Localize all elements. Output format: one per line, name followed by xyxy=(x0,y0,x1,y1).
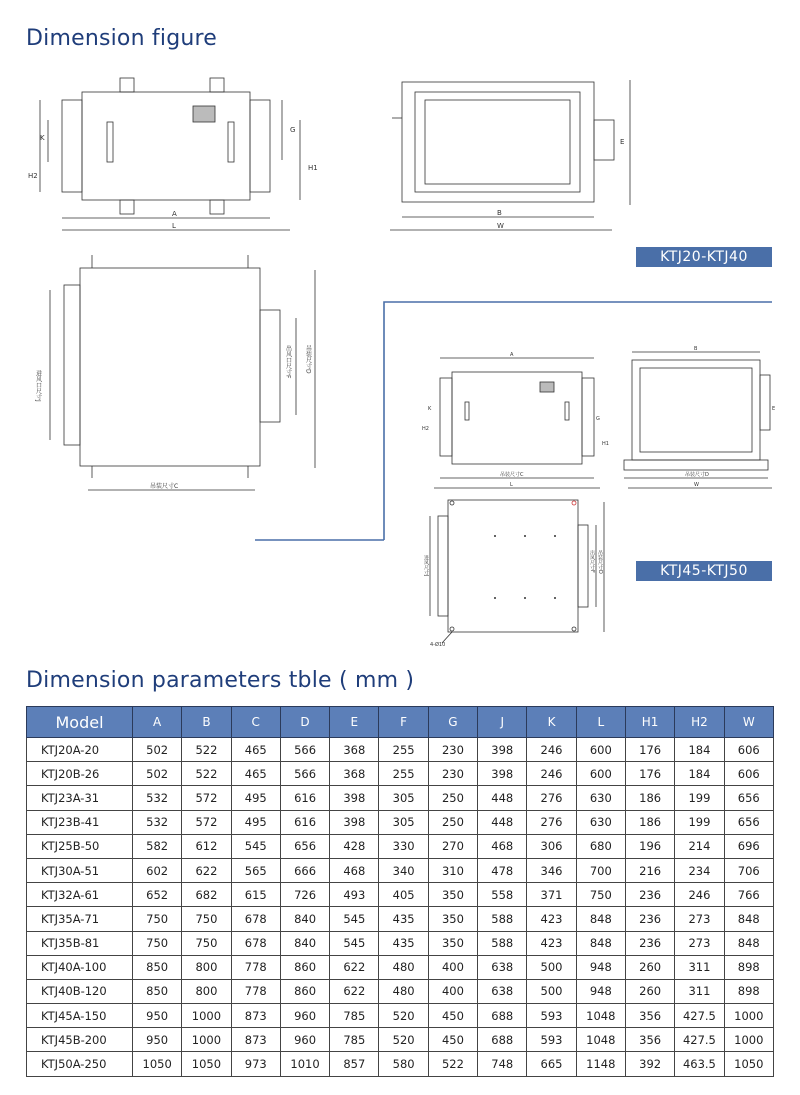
value-cell: 778 xyxy=(231,955,280,979)
side-view-mid xyxy=(624,352,772,488)
value-cell: 427.5 xyxy=(675,1028,724,1052)
value-cell: 423 xyxy=(527,931,576,955)
value-cell: 750 xyxy=(182,907,231,931)
value-cell: 522 xyxy=(182,762,231,786)
dim-g-top: G xyxy=(290,126,296,134)
value-cell: 688 xyxy=(478,1028,527,1052)
dim-h1-top: H1 xyxy=(308,164,318,172)
dim-a-top: A xyxy=(172,210,177,218)
value-cell: 800 xyxy=(182,955,231,979)
value-cell: 176 xyxy=(625,762,674,786)
value-cell: 665 xyxy=(527,1052,576,1076)
dim-f-mid: 出风尺寸F xyxy=(589,550,595,573)
value-cell: 566 xyxy=(280,738,329,762)
dim-k-top: K xyxy=(40,134,45,142)
value-cell: 276 xyxy=(527,786,576,810)
value-cell: 465 xyxy=(231,738,280,762)
value-cell: 522 xyxy=(428,1052,477,1076)
value-cell: 260 xyxy=(625,979,674,1003)
value-cell: 276 xyxy=(527,810,576,834)
value-cell: 246 xyxy=(527,738,576,762)
value-cell: 840 xyxy=(280,907,329,931)
value-cell: 186 xyxy=(625,786,674,810)
column-header-a: A xyxy=(133,707,182,738)
value-cell: 273 xyxy=(675,907,724,931)
value-cell: 700 xyxy=(576,858,625,882)
table-row xyxy=(27,955,774,979)
value-cell: 350 xyxy=(428,883,477,907)
value-cell: 766 xyxy=(724,883,773,907)
value-cell: 630 xyxy=(576,810,625,834)
value-cell: 340 xyxy=(379,858,428,882)
column-header-w: W xyxy=(724,707,773,738)
value-cell: 602 xyxy=(133,858,182,882)
value-cell: 196 xyxy=(625,834,674,858)
value-cell: 800 xyxy=(182,979,231,1003)
value-cell: 606 xyxy=(724,738,773,762)
model-cell: KTJ45B-200 xyxy=(27,1028,133,1052)
model-cell: KTJ40A-100 xyxy=(27,955,133,979)
value-cell: 848 xyxy=(576,931,625,955)
value-cell: 468 xyxy=(478,834,527,858)
value-cell: 520 xyxy=(379,1028,428,1052)
value-cell: 310 xyxy=(428,858,477,882)
value-cell: 1050 xyxy=(724,1052,773,1076)
column-header-h1: H1 xyxy=(625,707,674,738)
value-cell: 748 xyxy=(478,1052,527,1076)
dim-w-mid: W xyxy=(694,482,699,488)
value-cell: 405 xyxy=(379,883,428,907)
value-cell: 230 xyxy=(428,738,477,762)
value-cell: 532 xyxy=(133,810,182,834)
value-cell: 398 xyxy=(478,762,527,786)
model-cell: KTJ35B-81 xyxy=(27,931,133,955)
value-cell: 435 xyxy=(379,907,428,931)
table-row xyxy=(27,907,774,931)
value-cell: 427.5 xyxy=(675,1004,724,1028)
dim-c-mid: 吊装尺寸C xyxy=(500,472,524,478)
hole-callout: 4-Ø10 xyxy=(430,642,446,648)
model-cell: KTJ20A-20 xyxy=(27,738,133,762)
value-cell: 495 xyxy=(231,810,280,834)
table-row xyxy=(27,834,774,858)
value-cell: 588 xyxy=(478,931,527,955)
series-tag-ktj20-40: KTJ20-KTJ40 xyxy=(636,247,772,267)
model-cell: KTJ32A-61 xyxy=(27,883,133,907)
column-header-d: D xyxy=(280,707,329,738)
value-cell: 960 xyxy=(280,1004,329,1028)
value-cell: 199 xyxy=(675,810,724,834)
value-cell: 199 xyxy=(675,786,724,810)
value-cell: 398 xyxy=(330,786,379,810)
value-cell: 368 xyxy=(330,762,379,786)
value-cell: 848 xyxy=(724,931,773,955)
value-cell: 666 xyxy=(280,858,329,882)
value-cell: 848 xyxy=(576,907,625,931)
value-cell: 1000 xyxy=(182,1028,231,1052)
model-cell: KTJ23A-31 xyxy=(27,786,133,810)
value-cell: 311 xyxy=(675,979,724,1003)
value-cell: 750 xyxy=(133,907,182,931)
column-header-model: Model xyxy=(27,707,133,738)
model-cell: KTJ30A-51 xyxy=(27,858,133,882)
table-row xyxy=(27,810,774,834)
dim-w-top: W xyxy=(497,222,504,230)
value-cell: 857 xyxy=(330,1052,379,1076)
value-cell: 468 xyxy=(330,858,379,882)
dim-d-mid: 吊装尺寸D xyxy=(685,472,709,478)
value-cell: 522 xyxy=(182,738,231,762)
value-cell: 371 xyxy=(527,883,576,907)
table-row xyxy=(27,979,774,1003)
value-cell: 580 xyxy=(379,1052,428,1076)
value-cell: 616 xyxy=(280,786,329,810)
value-cell: 502 xyxy=(133,738,182,762)
value-cell: 1148 xyxy=(576,1052,625,1076)
column-header-e: E xyxy=(330,707,379,738)
value-cell: 656 xyxy=(724,810,773,834)
dim-e-mid: E xyxy=(772,406,776,412)
value-cell: 184 xyxy=(675,762,724,786)
table-row xyxy=(27,762,774,786)
value-cell: 572 xyxy=(182,786,231,810)
table-row xyxy=(27,931,774,955)
value-cell: 778 xyxy=(231,979,280,1003)
value-cell: 246 xyxy=(675,883,724,907)
column-header-b: B xyxy=(182,707,231,738)
value-cell: 680 xyxy=(576,834,625,858)
top-view-large xyxy=(50,255,315,490)
value-cell: 706 xyxy=(724,858,773,882)
value-cell: 330 xyxy=(379,834,428,858)
model-cell: KTJ45A-150 xyxy=(27,1004,133,1028)
value-cell: 622 xyxy=(182,858,231,882)
value-cell: 948 xyxy=(576,979,625,1003)
dim-h1-mid: H1 xyxy=(602,441,609,447)
value-cell: 305 xyxy=(379,810,428,834)
value-cell: 346 xyxy=(527,858,576,882)
value-cell: 588 xyxy=(478,907,527,931)
value-cell: 898 xyxy=(724,979,773,1003)
model-cell: KTJ50A-250 xyxy=(27,1052,133,1076)
value-cell: 612 xyxy=(182,834,231,858)
value-cell: 186 xyxy=(625,810,674,834)
value-cell: 450 xyxy=(428,1028,477,1052)
value-cell: 950 xyxy=(133,1028,182,1052)
column-header-c: C xyxy=(231,707,280,738)
table-row xyxy=(27,858,774,882)
value-cell: 638 xyxy=(478,955,527,979)
value-cell: 638 xyxy=(478,979,527,1003)
column-header-g: G xyxy=(428,707,477,738)
value-cell: 234 xyxy=(675,858,724,882)
value-cell: 305 xyxy=(379,786,428,810)
value-cell: 1050 xyxy=(133,1052,182,1076)
value-cell: 392 xyxy=(625,1052,674,1076)
value-cell: 356 xyxy=(625,1028,674,1052)
value-cell: 184 xyxy=(675,738,724,762)
value-cell: 216 xyxy=(625,858,674,882)
value-cell: 350 xyxy=(428,907,477,931)
value-cell: 678 xyxy=(231,907,280,931)
value-cell: 250 xyxy=(428,810,477,834)
value-cell: 726 xyxy=(280,883,329,907)
value-cell: 696 xyxy=(724,834,773,858)
model-cell: KTJ40B-120 xyxy=(27,979,133,1003)
value-cell: 260 xyxy=(625,955,674,979)
value-cell: 785 xyxy=(330,1004,379,1028)
value-cell: 566 xyxy=(280,762,329,786)
column-header-k: K xyxy=(527,707,576,738)
value-cell: 423 xyxy=(527,907,576,931)
value-cell: 606 xyxy=(724,762,773,786)
dimension-table xyxy=(26,706,774,1077)
value-cell: 448 xyxy=(478,810,527,834)
table-row xyxy=(27,1028,774,1052)
model-cell: KTJ20B-26 xyxy=(27,762,133,786)
dim-c-label: 吊装尺寸C xyxy=(150,483,179,490)
table-body xyxy=(27,738,774,1077)
dim-b-top: B xyxy=(497,209,502,217)
value-cell: 1010 xyxy=(280,1052,329,1076)
value-cell: 250 xyxy=(428,786,477,810)
value-cell: 435 xyxy=(379,931,428,955)
dim-a-mid: A xyxy=(510,352,514,358)
value-cell: 860 xyxy=(280,979,329,1003)
value-cell: 236 xyxy=(625,907,674,931)
dim-k-mid: K xyxy=(428,406,432,412)
column-header-f: F xyxy=(379,707,428,738)
table-row xyxy=(27,1004,774,1028)
column-header-h2: H2 xyxy=(675,707,724,738)
value-cell: 950 xyxy=(133,1004,182,1028)
value-cell: 615 xyxy=(231,883,280,907)
value-cell: 850 xyxy=(133,955,182,979)
value-cell: 678 xyxy=(231,931,280,955)
dim-l-top: L xyxy=(172,222,176,230)
value-cell: 270 xyxy=(428,834,477,858)
value-cell: 960 xyxy=(280,1028,329,1052)
front-view-small xyxy=(40,78,300,230)
dim-g-mid: G xyxy=(596,416,600,422)
value-cell: 230 xyxy=(428,762,477,786)
value-cell: 463.5 xyxy=(675,1052,724,1076)
model-cell: KTJ25B-50 xyxy=(27,834,133,858)
table-row xyxy=(27,883,774,907)
value-cell: 400 xyxy=(428,955,477,979)
dim-j-label: 进风口尺寸J xyxy=(34,370,42,402)
dim-j-mid: 进风尺寸J xyxy=(423,555,429,577)
value-cell: 306 xyxy=(527,834,576,858)
value-cell: 545 xyxy=(231,834,280,858)
value-cell: 682 xyxy=(182,883,231,907)
value-cell: 948 xyxy=(576,955,625,979)
front-view-mid xyxy=(434,358,600,488)
value-cell: 565 xyxy=(231,858,280,882)
top-view-mid xyxy=(430,500,604,632)
value-cell: 480 xyxy=(379,955,428,979)
value-cell: 495 xyxy=(231,786,280,810)
value-cell: 400 xyxy=(428,979,477,1003)
value-cell: 236 xyxy=(625,883,674,907)
value-cell: 656 xyxy=(724,786,773,810)
value-cell: 785 xyxy=(330,1028,379,1052)
value-cell: 1048 xyxy=(576,1028,625,1052)
value-cell: 350 xyxy=(428,931,477,955)
value-cell: 398 xyxy=(330,810,379,834)
column-header-j: J xyxy=(478,707,527,738)
value-cell: 973 xyxy=(231,1052,280,1076)
value-cell: 600 xyxy=(576,762,625,786)
value-cell: 750 xyxy=(576,883,625,907)
table-header xyxy=(27,707,774,738)
value-cell: 850 xyxy=(133,979,182,1003)
value-cell: 616 xyxy=(280,810,329,834)
value-cell: 311 xyxy=(675,955,724,979)
value-cell: 840 xyxy=(280,931,329,955)
value-cell: 255 xyxy=(379,762,428,786)
value-cell: 480 xyxy=(379,979,428,1003)
value-cell: 750 xyxy=(133,931,182,955)
value-cell: 448 xyxy=(478,786,527,810)
dim-l-mid: L xyxy=(510,482,513,488)
dim-h2-top: H2 xyxy=(28,172,38,180)
value-cell: 652 xyxy=(133,883,182,907)
dimension-figure-heading: Dimension figure xyxy=(26,26,217,51)
value-cell: 860 xyxy=(280,955,329,979)
params-table-heading: Dimension parameters tble ( mm ) xyxy=(26,668,415,693)
value-cell: 500 xyxy=(527,979,576,1003)
dim-d-label: 吊装尺寸D xyxy=(304,345,312,374)
value-cell: 898 xyxy=(724,955,773,979)
value-cell: 688 xyxy=(478,1004,527,1028)
value-cell: 873 xyxy=(231,1004,280,1028)
value-cell: 1000 xyxy=(724,1004,773,1028)
series-tag-ktj45-50: KTJ45-KTJ50 xyxy=(636,561,772,581)
value-cell: 450 xyxy=(428,1004,477,1028)
value-cell: 356 xyxy=(625,1004,674,1028)
value-cell: 545 xyxy=(330,907,379,931)
value-cell: 622 xyxy=(330,979,379,1003)
dim-e-top: E xyxy=(620,138,625,146)
value-cell: 1000 xyxy=(182,1004,231,1028)
value-cell: 428 xyxy=(330,834,379,858)
value-cell: 593 xyxy=(527,1028,576,1052)
value-cell: 1048 xyxy=(576,1004,625,1028)
value-cell: 572 xyxy=(182,810,231,834)
value-cell: 246 xyxy=(527,762,576,786)
dim-h2-mid: H2 xyxy=(422,426,429,432)
dim-b-mid: B xyxy=(694,346,698,352)
value-cell: 176 xyxy=(625,738,674,762)
value-cell: 214 xyxy=(675,834,724,858)
value-cell: 545 xyxy=(330,931,379,955)
value-cell: 1050 xyxy=(182,1052,231,1076)
value-cell: 848 xyxy=(724,907,773,931)
value-cell: 236 xyxy=(625,931,674,955)
value-cell: 255 xyxy=(379,738,428,762)
value-cell: 273 xyxy=(675,931,724,955)
value-cell: 593 xyxy=(527,1004,576,1028)
value-cell: 532 xyxy=(133,786,182,810)
value-cell: 600 xyxy=(576,738,625,762)
value-cell: 558 xyxy=(478,883,527,907)
value-cell: 750 xyxy=(182,931,231,955)
value-cell: 1000 xyxy=(724,1028,773,1052)
side-view-small xyxy=(390,80,630,230)
dim-d2-mid: 吊装尺寸D xyxy=(597,550,603,574)
value-cell: 398 xyxy=(478,738,527,762)
table-row xyxy=(27,738,774,762)
value-cell: 582 xyxy=(133,834,182,858)
value-cell: 502 xyxy=(133,762,182,786)
table-row xyxy=(27,1052,774,1076)
value-cell: 520 xyxy=(379,1004,428,1028)
value-cell: 500 xyxy=(527,955,576,979)
value-cell: 656 xyxy=(280,834,329,858)
column-header-l: L xyxy=(576,707,625,738)
value-cell: 622 xyxy=(330,955,379,979)
table-row xyxy=(27,786,774,810)
dim-f-label: 出风口尺寸F xyxy=(284,345,292,379)
value-cell: 368 xyxy=(330,738,379,762)
value-cell: 630 xyxy=(576,786,625,810)
model-cell: KTJ35A-71 xyxy=(27,907,133,931)
value-cell: 478 xyxy=(478,858,527,882)
value-cell: 493 xyxy=(330,883,379,907)
value-cell: 873 xyxy=(231,1028,280,1052)
value-cell: 465 xyxy=(231,762,280,786)
model-cell: KTJ23B-41 xyxy=(27,810,133,834)
